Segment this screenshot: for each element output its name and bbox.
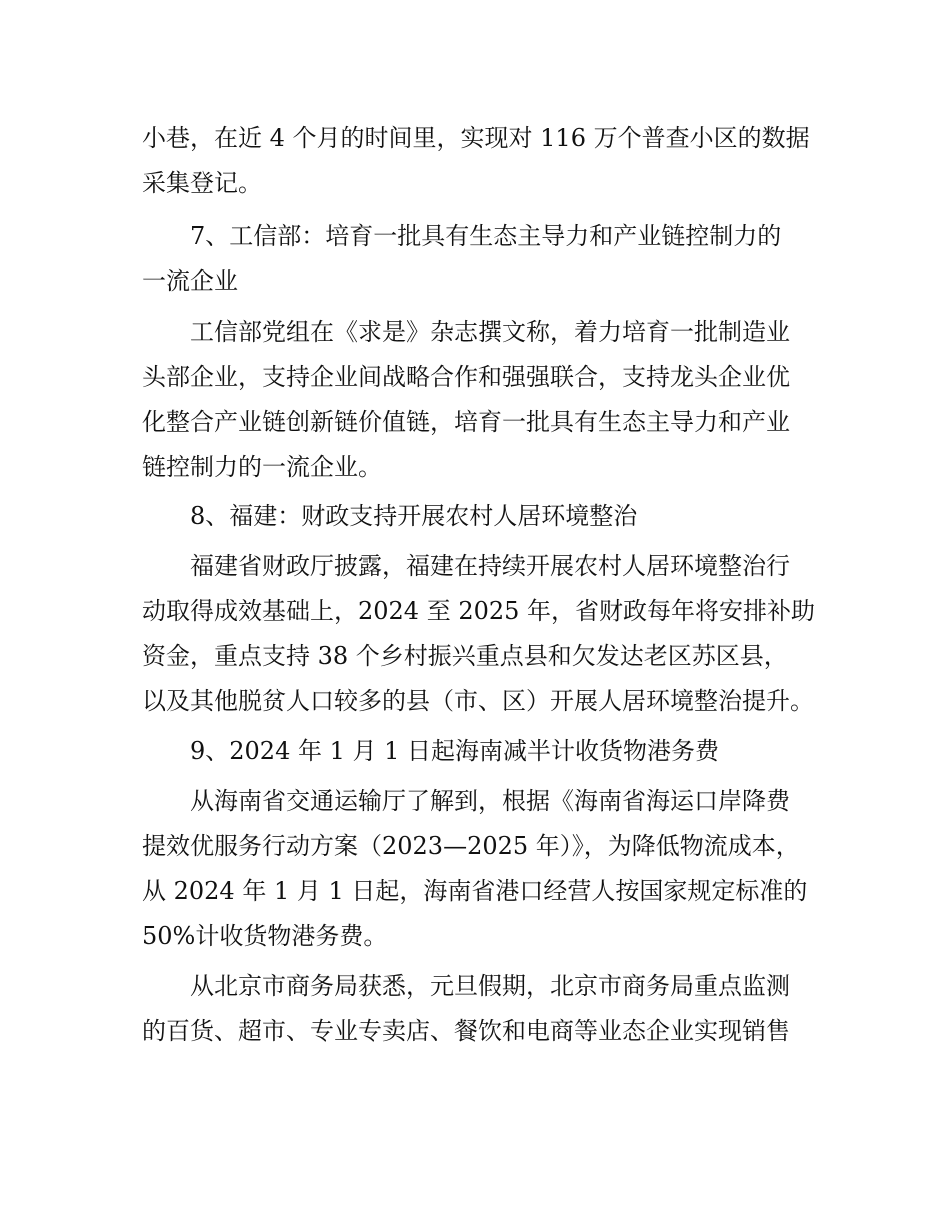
paragraph-line: 从北京市商务局获悉，元旦假期，北京市商务局重点监测 <box>190 972 790 1000</box>
paragraph-line: 采集登记。 <box>142 169 262 197</box>
section-heading-8: 8、福建：财政支持开展农村人居环境整治 <box>190 502 638 530</box>
paragraph-line: 从 2024 年 1 月 1 日起，海南省港口经营人按国家规定标准的 <box>142 877 808 905</box>
paragraph-line: 化整合产业链创新链价值链，培育一批具有生态主导力和产业 <box>142 408 790 436</box>
section-heading-7-cont: 一流企业 <box>142 267 238 295</box>
section-heading-9: 9、2024 年 1 月 1 日起海南减半计收货物港务费 <box>190 737 720 765</box>
section-heading-7: 7、工信部：培育一批具有生态主导力和产业链控制力的 <box>190 222 782 250</box>
paragraph-line: 头部企业，支持企业间战略合作和强强联合，支持龙头企业优 <box>142 363 790 391</box>
paragraph-line: 动取得成效基础上，2024 至 2025 年，省财政每年将安排补助 <box>142 597 816 625</box>
paragraph-line: 从海南省交通运输厅了解到，根据《海南省海运口岸降费 <box>190 787 790 815</box>
paragraph-line: 以及其他脱贫人口较多的县（市、区）开展人居环境整治提升。 <box>142 687 814 715</box>
paragraph-line: 提效优服务行动方案（2023—2025 年）》，为降低物流成本， <box>142 832 800 860</box>
paragraph-line: 小巷，在近 4 个月的时间里，实现对 116 万个普查小区的数据 <box>142 124 810 152</box>
paragraph-line: 50%计收货物港务费。 <box>142 922 388 950</box>
paragraph-line: 工信部党组在《求是》杂志撰文称，着力培育一批制造业 <box>190 318 790 346</box>
paragraph-line: 链控制力的一流企业。 <box>142 453 382 481</box>
paragraph-line: 福建省财政厅披露，福建在持续开展农村人居环境整治行 <box>190 552 790 580</box>
paragraph-line: 的百货、超市、专业专卖店、餐饮和电商等业态企业实现销售 <box>142 1017 790 1045</box>
paragraph-line: 资金，重点支持 38 个乡村振兴重点县和欠发达老区苏区县， <box>142 642 788 670</box>
